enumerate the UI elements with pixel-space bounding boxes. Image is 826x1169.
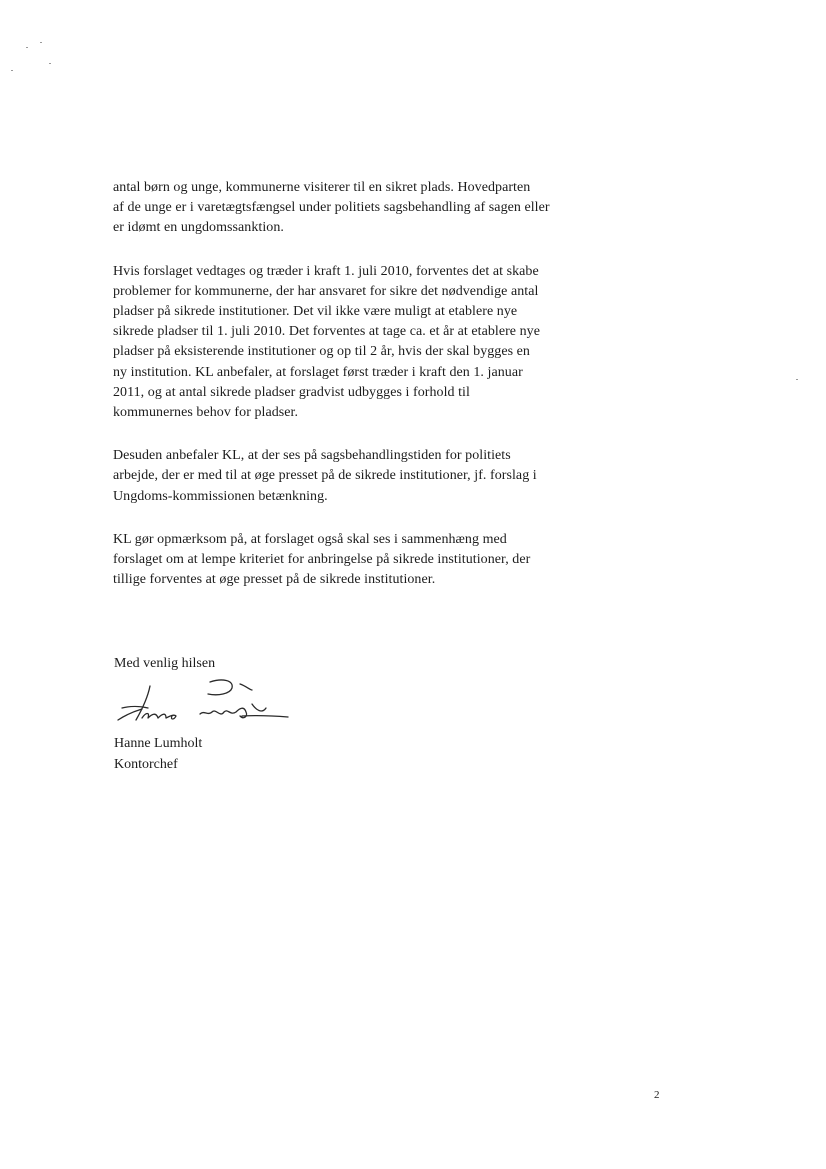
- text-line: pladser på eksisterende institutioner og op til 2 år, hvis der skal bygges en: [113, 344, 530, 360]
- scan-speck: [26, 47, 28, 48]
- text-line: tillige forventes at øge presset på de sikrede institutioner.: [113, 572, 436, 588]
- paragraph-4: [113, 530, 673, 591]
- text-line: sikrede pladser til 1. juli 2010. Det forventes at tage ca. et år at etablere nye: [113, 324, 540, 340]
- text-line: 2011, og at antal sikrede pladser gradvist udbygges i forhold til: [113, 384, 470, 400]
- text-line: Hvis forslaget vedtages og træder i kraft 1. juli 2010, forventes det at skabe: [113, 263, 539, 279]
- signer-block: [114, 733, 202, 775]
- text-line: pladser på sikrede institutioner. Det vil ikke være muligt at etablere nye: [113, 304, 518, 320]
- text-line: Desuden anbefaler KL, at der ses på sagsbehandlingstiden for politiets: [113, 448, 511, 464]
- text-line: Ungdoms-kommissionen betænkning.: [113, 488, 328, 504]
- handwritten-signature: [112, 676, 292, 734]
- signer-title: Kontorchef: [114, 757, 178, 772]
- page-number: 2: [654, 1089, 660, 1101]
- text-line: KL gør opmærksom på, at forslaget også skal ses i sammenhæng med: [113, 531, 507, 547]
- text-line: arbejde, der er med til at øge presset på de sikrede institutioner, jf. forslag i: [113, 468, 537, 484]
- text-line: antal børn og unge, kommunerne visiterer til en sikret plads. Hovedparten: [113, 180, 531, 195]
- text-line: forslaget om at lempe kriteriet for anbringelse på sikrede institutioner, der: [113, 552, 531, 568]
- scan-speck: [11, 70, 13, 71]
- signer-name: Hanne Lumholt: [114, 736, 203, 751]
- scan-speck: [796, 379, 798, 380]
- scan-speck: [49, 63, 51, 64]
- text-line: problemer for kommunerne, der har ansvaret for sikre det nødvendige antal: [113, 283, 539, 299]
- scan-speck: [40, 42, 42, 43]
- letter-body: [113, 178, 673, 613]
- text-line: ny institution. KL anbefaler, at forslaget først træder i kraft den 1. januar: [113, 364, 523, 380]
- text-line: af de unge er i varetægtsfængsel under politiets sagsbehandling af sagen eller: [113, 200, 550, 216]
- closing-greeting: Med venlig hilsen: [114, 656, 216, 671]
- text-line: kommunernes behov for pladser.: [113, 405, 299, 421]
- paragraph-3: [113, 446, 673, 507]
- text-line: er idømt en ungdomssanktion.: [113, 220, 284, 236]
- paragraph-2: [113, 262, 673, 424]
- paragraph-1: [113, 178, 673, 239]
